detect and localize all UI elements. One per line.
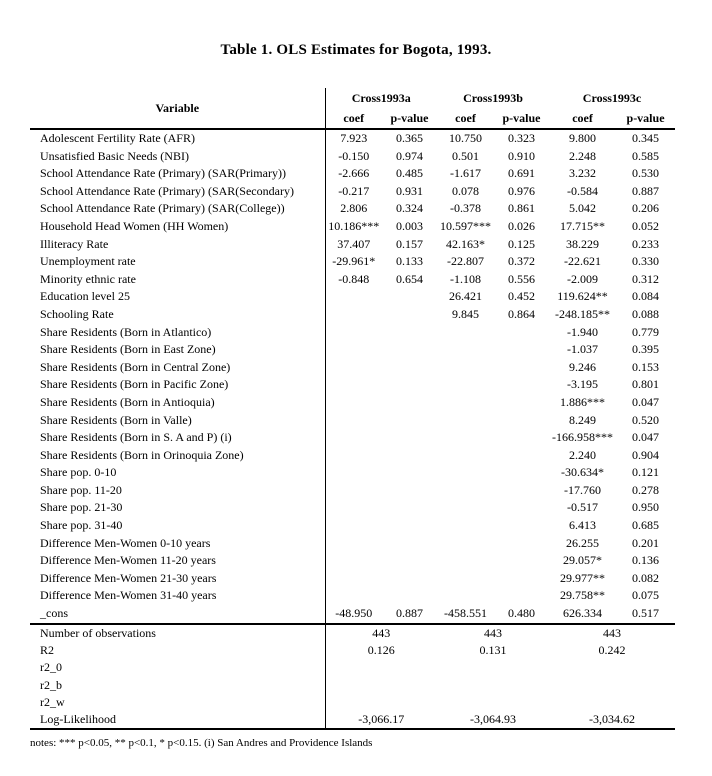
pvalue-cell xyxy=(494,359,549,377)
pvalue-cell xyxy=(494,499,549,517)
coef-cell: -22.621 xyxy=(564,254,602,269)
summary-value-cell xyxy=(437,677,549,694)
summary-label-cell: Number of observations xyxy=(40,625,156,640)
summary-value-cell: 0.126 xyxy=(325,642,437,659)
coef-cell: -0.848 xyxy=(325,271,382,289)
pvalue-cell: 0.530 xyxy=(632,166,660,181)
summary-body xyxy=(30,624,675,730)
summary-value-cell: -3,034.62 xyxy=(589,712,636,727)
summary-row xyxy=(30,711,675,729)
pvalue-cell xyxy=(382,499,437,517)
pvalue-cell: 0.685 xyxy=(632,518,660,533)
coef-cell: 1.886*** xyxy=(560,394,606,409)
coef-cell: -248.185** xyxy=(555,306,611,321)
pvalue-cell: 0.372 xyxy=(508,254,535,269)
coef-cell: 29.758** xyxy=(560,588,606,603)
variable-cell: Share Residents (Born in Pacific Zone) xyxy=(40,377,229,392)
coef-cell: 9.845 xyxy=(452,306,479,321)
variable-cell: Difference Men-Women 31-40 years xyxy=(40,588,217,603)
pvalue-cell xyxy=(494,341,549,359)
coef-cell xyxy=(437,482,494,500)
table-row xyxy=(30,447,675,465)
column-group-cross1993b: Cross1993b xyxy=(463,91,523,105)
variable-cell: Unsatisfied Basic Needs (NBI) xyxy=(40,148,189,163)
table-row xyxy=(30,183,675,201)
table-body xyxy=(30,129,675,624)
variable-cell: Share Residents (Born in Central Zone) xyxy=(40,359,231,374)
variable-cell: Share pop. 0-10 xyxy=(40,465,117,480)
table-row xyxy=(30,324,675,342)
summary-label-cell: r2_0 xyxy=(40,660,62,675)
coef-cell: -29.961* xyxy=(325,253,382,271)
coef-cell xyxy=(437,359,494,377)
summary-label-cell: Log-Likelihood xyxy=(40,712,116,727)
column-header-coef-b: coef xyxy=(455,111,476,125)
column-group-cross1993c: Cross1993c xyxy=(582,91,642,105)
variable-cell: Share pop. 21-30 xyxy=(40,500,123,515)
coef-cell xyxy=(437,499,494,517)
coef-cell xyxy=(325,535,382,553)
pvalue-cell xyxy=(382,552,437,570)
coef-cell: 7.923 xyxy=(325,129,382,148)
summary-label-cell: R2 xyxy=(40,642,55,657)
pvalue-cell xyxy=(382,394,437,412)
summary-value-cell: 443 xyxy=(603,625,622,640)
pvalue-cell: 0.047 xyxy=(632,430,660,445)
coef-cell: -0.150 xyxy=(325,148,382,166)
pvalue-cell: 0.861 xyxy=(508,201,535,216)
column-header-pvalue-b: p-value xyxy=(502,111,541,125)
pvalue-cell: 0.312 xyxy=(632,271,660,286)
pvalue-cell: 0.003 xyxy=(396,218,423,233)
pvalue-cell: 0.365 xyxy=(396,131,423,145)
variable-cell: Adolescent Fertility Rate (AFR) xyxy=(40,131,195,145)
coef-cell: 37.407 xyxy=(325,236,382,254)
pvalue-cell xyxy=(382,587,437,605)
table-notes: notes: *** p<0.05, ** p<0.1, * p<0.15. (i) San Andres and Providence Islands xyxy=(30,737,373,750)
coef-cell: 17.715** xyxy=(560,218,606,233)
pvalue-cell: 0.485 xyxy=(396,166,423,181)
pvalue-cell: 0.084 xyxy=(632,289,660,304)
summary-value-cell xyxy=(325,659,437,676)
pvalue-cell xyxy=(494,412,549,430)
summary-row xyxy=(30,642,675,659)
variable-cell: Share pop. 31-40 xyxy=(40,518,123,533)
pvalue-cell: 0.206 xyxy=(632,201,660,216)
coef-cell: 9.800 xyxy=(569,131,597,145)
coef-cell: -3.195 xyxy=(567,377,599,392)
pvalue-cell: 0.125 xyxy=(508,236,535,251)
coef-cell xyxy=(437,535,494,553)
summary-label-cell: r2_b xyxy=(40,677,62,692)
column-header-coef-a: coef xyxy=(325,108,382,129)
coef-cell xyxy=(437,464,494,482)
ols-estimates-table xyxy=(30,88,675,730)
coef-cell: 38.229 xyxy=(566,236,600,251)
coef-cell: -0.217 xyxy=(325,183,382,201)
pvalue-cell: 0.691 xyxy=(508,166,535,181)
coef-cell: 3.232 xyxy=(569,166,597,181)
coef-cell: 26.421 xyxy=(449,289,482,304)
coef-cell: 5.042 xyxy=(569,201,597,216)
summary-value-cell xyxy=(325,677,437,694)
pvalue-cell: 0.976 xyxy=(508,183,535,198)
pvalue-cell: 0.047 xyxy=(632,394,660,409)
pvalue-cell: 0.910 xyxy=(508,148,535,163)
coef-cell: -0.584 xyxy=(567,183,599,198)
coef-cell: 119.624** xyxy=(557,289,608,304)
coef-cell xyxy=(325,288,382,306)
variable-cell: Share pop. 11-20 xyxy=(40,482,122,497)
pvalue-cell xyxy=(382,341,437,359)
pvalue-cell xyxy=(494,517,549,535)
pvalue-cell xyxy=(382,359,437,377)
summary-value-cell xyxy=(549,677,675,694)
table-row xyxy=(30,499,675,517)
coef-cell xyxy=(437,324,494,342)
coef-cell xyxy=(325,324,382,342)
pvalue-cell xyxy=(494,447,549,465)
pvalue-cell xyxy=(494,482,549,500)
table-row xyxy=(30,587,675,605)
table-row xyxy=(30,129,675,148)
coef-cell: 10.597*** xyxy=(440,218,491,233)
coef-cell: 10.186*** xyxy=(325,218,382,236)
pvalue-cell: 0.887 xyxy=(396,606,423,621)
coef-cell: -0.378 xyxy=(450,201,481,216)
table-row xyxy=(30,236,675,254)
pvalue-cell: 0.121 xyxy=(632,465,660,480)
summary-row xyxy=(30,677,675,694)
coef-cell xyxy=(325,429,382,447)
variable-cell: Illiteracy Rate xyxy=(40,236,109,251)
pvalue-cell: 0.330 xyxy=(632,254,660,269)
table-row xyxy=(30,464,675,482)
pvalue-cell xyxy=(494,376,549,394)
pvalue-cell: 0.324 xyxy=(396,201,423,216)
coef-cell: 42.163* xyxy=(446,236,485,251)
coef-cell xyxy=(325,359,382,377)
coef-cell: -0.517 xyxy=(567,500,599,515)
pvalue-cell: 0.395 xyxy=(632,342,660,357)
coef-cell xyxy=(325,552,382,570)
pvalue-cell: 0.075 xyxy=(632,588,660,603)
coef-cell xyxy=(437,394,494,412)
summary-value-cell xyxy=(549,694,675,711)
pvalue-cell xyxy=(494,552,549,570)
summary-value-cell: -3,064.93 xyxy=(470,712,516,727)
pvalue-cell: 0.585 xyxy=(632,148,660,163)
pvalue-cell xyxy=(382,464,437,482)
table-row xyxy=(30,271,675,289)
table-row xyxy=(30,552,675,570)
pvalue-cell xyxy=(382,535,437,553)
coef-cell: -166.958*** xyxy=(552,430,614,445)
table-row xyxy=(30,482,675,500)
variable-cell: Minority ethnic rate xyxy=(40,271,136,286)
pvalue-cell: 0.452 xyxy=(508,289,535,304)
table-row xyxy=(30,429,675,447)
coef-cell: -1.108 xyxy=(450,271,481,286)
column-header-pvalue-a: p-value xyxy=(390,111,429,125)
coef-cell: 2.240 xyxy=(569,447,597,462)
coef-cell xyxy=(325,587,382,605)
summary-value-cell: 443 xyxy=(325,624,437,642)
variable-cell: _cons xyxy=(40,606,68,621)
pvalue-cell: 0.157 xyxy=(396,236,423,251)
table-row xyxy=(30,605,675,624)
pvalue-cell xyxy=(382,482,437,500)
pvalue-cell: 0.480 xyxy=(508,606,535,621)
coef-cell: -1.940 xyxy=(567,324,599,339)
column-header-variable: Variable xyxy=(155,101,200,115)
coef-cell xyxy=(325,517,382,535)
pvalue-cell: 0.345 xyxy=(632,131,660,145)
coef-cell xyxy=(437,587,494,605)
variable-cell: Schooling Rate xyxy=(40,306,114,321)
variable-cell: Unemployment rate xyxy=(40,254,136,269)
pvalue-cell xyxy=(382,376,437,394)
summary-row xyxy=(30,659,675,676)
coef-cell xyxy=(437,570,494,588)
coef-cell xyxy=(437,552,494,570)
pvalue-cell: 0.556 xyxy=(508,271,535,286)
coef-cell xyxy=(437,517,494,535)
coef-cell xyxy=(325,306,382,324)
pvalue-cell: 0.779 xyxy=(632,324,660,339)
pvalue-cell: 0.950 xyxy=(632,500,660,515)
table-row xyxy=(30,570,675,588)
coef-cell: -2.009 xyxy=(567,271,599,286)
pvalue-cell xyxy=(494,324,549,342)
variable-cell: Education level 25 xyxy=(40,289,130,304)
table-header xyxy=(30,88,675,129)
pvalue-cell: 0.931 xyxy=(396,183,423,198)
coef-cell xyxy=(437,447,494,465)
pvalue-cell xyxy=(494,464,549,482)
summary-label-cell: r2_w xyxy=(40,694,65,709)
variable-cell: Difference Men-Women 0-10 years xyxy=(40,535,211,550)
coef-cell: -458.551 xyxy=(444,606,487,621)
table-row xyxy=(30,253,675,271)
pvalue-cell: 0.233 xyxy=(632,236,660,251)
variable-cell: Share Residents (Born in S. A and P) (i) xyxy=(40,430,232,445)
column-header-pvalue-c: p-value xyxy=(626,111,665,125)
column-header-coef-c: coef xyxy=(572,111,593,125)
coef-cell xyxy=(325,376,382,394)
pvalue-cell: 0.974 xyxy=(396,148,423,163)
pvalue-cell: 0.136 xyxy=(632,553,660,568)
table-row xyxy=(30,412,675,430)
group-header-row xyxy=(30,88,675,108)
coef-cell: -1.037 xyxy=(567,342,599,357)
coef-cell: -30.634* xyxy=(561,465,605,480)
summary-row xyxy=(30,624,675,642)
coef-cell: -1.617 xyxy=(450,166,481,181)
table-row xyxy=(30,376,675,394)
variable-cell: Difference Men-Women 21-30 years xyxy=(40,570,217,585)
pvalue-cell: 0.864 xyxy=(508,306,535,321)
pvalue-cell: 0.517 xyxy=(632,606,660,621)
pvalue-cell xyxy=(382,288,437,306)
pvalue-cell xyxy=(494,535,549,553)
coef-cell: 29.057* xyxy=(563,553,603,568)
pvalue-cell: 0.323 xyxy=(508,131,535,145)
summary-value-cell xyxy=(549,659,675,676)
pvalue-cell: 0.904 xyxy=(632,447,660,462)
coef-cell: 9.246 xyxy=(569,359,597,374)
table-row xyxy=(30,359,675,377)
variable-cell: School Attendance Rate (Primary) (SAR(College)) xyxy=(40,201,285,216)
coef-cell xyxy=(325,447,382,465)
pvalue-cell xyxy=(494,394,549,412)
summary-value-cell xyxy=(437,694,549,711)
table-row xyxy=(30,394,675,412)
coef-cell xyxy=(325,341,382,359)
coef-cell xyxy=(325,412,382,430)
coef-cell xyxy=(437,341,494,359)
coef-cell: -17.760 xyxy=(564,482,602,497)
pvalue-cell: 0.520 xyxy=(632,412,660,427)
table-row xyxy=(30,535,675,553)
pvalue-cell: 0.278 xyxy=(632,482,660,497)
table-row xyxy=(30,218,675,236)
coef-cell xyxy=(437,376,494,394)
variable-cell: Share Residents (Born in Atlantico) xyxy=(40,324,212,339)
pvalue-cell: 0.052 xyxy=(632,218,660,233)
pvalue-cell xyxy=(382,429,437,447)
summary-value-cell: 0.131 xyxy=(479,642,507,657)
pvalue-cell: 0.026 xyxy=(508,218,535,233)
pvalue-cell: 0.133 xyxy=(396,254,423,269)
variable-cell: Difference Men-Women 11-20 years xyxy=(40,553,216,568)
pvalue-cell: 0.887 xyxy=(632,183,660,198)
coef-cell xyxy=(325,499,382,517)
table-row xyxy=(30,148,675,166)
coef-cell: 8.249 xyxy=(569,412,597,427)
coef-cell: 6.413 xyxy=(569,518,597,533)
pvalue-cell: 0.088 xyxy=(632,306,660,321)
coef-cell: -48.950 xyxy=(325,605,382,624)
pvalue-cell xyxy=(382,412,437,430)
variable-cell: Share Residents (Born in Valle) xyxy=(40,412,192,427)
pvalue-cell xyxy=(382,324,437,342)
table-row xyxy=(30,200,675,218)
coef-cell: 29.977** xyxy=(560,570,606,585)
variable-cell: Share Residents (Born in East Zone) xyxy=(40,342,216,357)
table-row xyxy=(30,341,675,359)
pvalue-cell xyxy=(382,447,437,465)
variable-cell: Household Head Women (HH Women) xyxy=(40,218,229,233)
coef-cell xyxy=(325,570,382,588)
coef-cell xyxy=(325,464,382,482)
coef-cell: 626.334 xyxy=(563,606,603,621)
pvalue-cell xyxy=(494,587,549,605)
pvalue-cell: 0.801 xyxy=(632,377,660,392)
coef-cell xyxy=(325,482,382,500)
pvalue-cell xyxy=(382,570,437,588)
summary-value-cell: -3,066.17 xyxy=(325,711,437,729)
variable-cell: Share Residents (Born in Antioquia) xyxy=(40,394,215,409)
pvalue-cell: 0.201 xyxy=(632,535,660,550)
table-title: Table 1. OLS Estimates for Bogota, 1993. xyxy=(220,42,492,58)
variable-cell: School Attendance Rate (Primary) (SAR(Primary)) xyxy=(40,166,286,181)
coef-cell: 0.501 xyxy=(452,148,479,163)
coef-cell: 26.255 xyxy=(566,535,600,550)
table-row xyxy=(30,165,675,183)
coef-cell: 10.750 xyxy=(449,131,482,145)
pvalue-cell xyxy=(494,570,549,588)
table-row xyxy=(30,517,675,535)
coef-cell xyxy=(437,429,494,447)
coef-cell: 2.806 xyxy=(325,200,382,218)
variable-cell: Share Residents (Born in Orinoquia Zone) xyxy=(40,447,244,462)
summary-value-cell xyxy=(325,694,437,711)
pvalue-cell: 0.082 xyxy=(632,570,660,585)
coef-cell: 0.078 xyxy=(452,183,479,198)
pvalue-cell: 0.153 xyxy=(632,359,660,374)
summary-value-cell: 0.242 xyxy=(598,642,626,657)
pvalue-cell xyxy=(382,306,437,324)
pvalue-cell xyxy=(382,517,437,535)
coef-cell xyxy=(437,412,494,430)
table-row xyxy=(30,288,675,306)
column-group-cross1993a: Cross1993a xyxy=(325,88,437,108)
coef-cell: -22.807 xyxy=(447,254,484,269)
summary-row xyxy=(30,694,675,711)
pvalue-cell: 0.654 xyxy=(396,271,423,286)
summary-value-cell: 443 xyxy=(484,625,502,640)
variable-cell: School Attendance Rate (Primary) (SAR(Secondary) xyxy=(40,183,294,198)
table-row xyxy=(30,306,675,324)
coef-cell: -2.666 xyxy=(325,165,382,183)
pvalue-cell xyxy=(494,429,549,447)
summary-value-cell xyxy=(437,659,549,676)
coef-cell xyxy=(325,394,382,412)
coef-cell: 2.248 xyxy=(569,148,597,163)
